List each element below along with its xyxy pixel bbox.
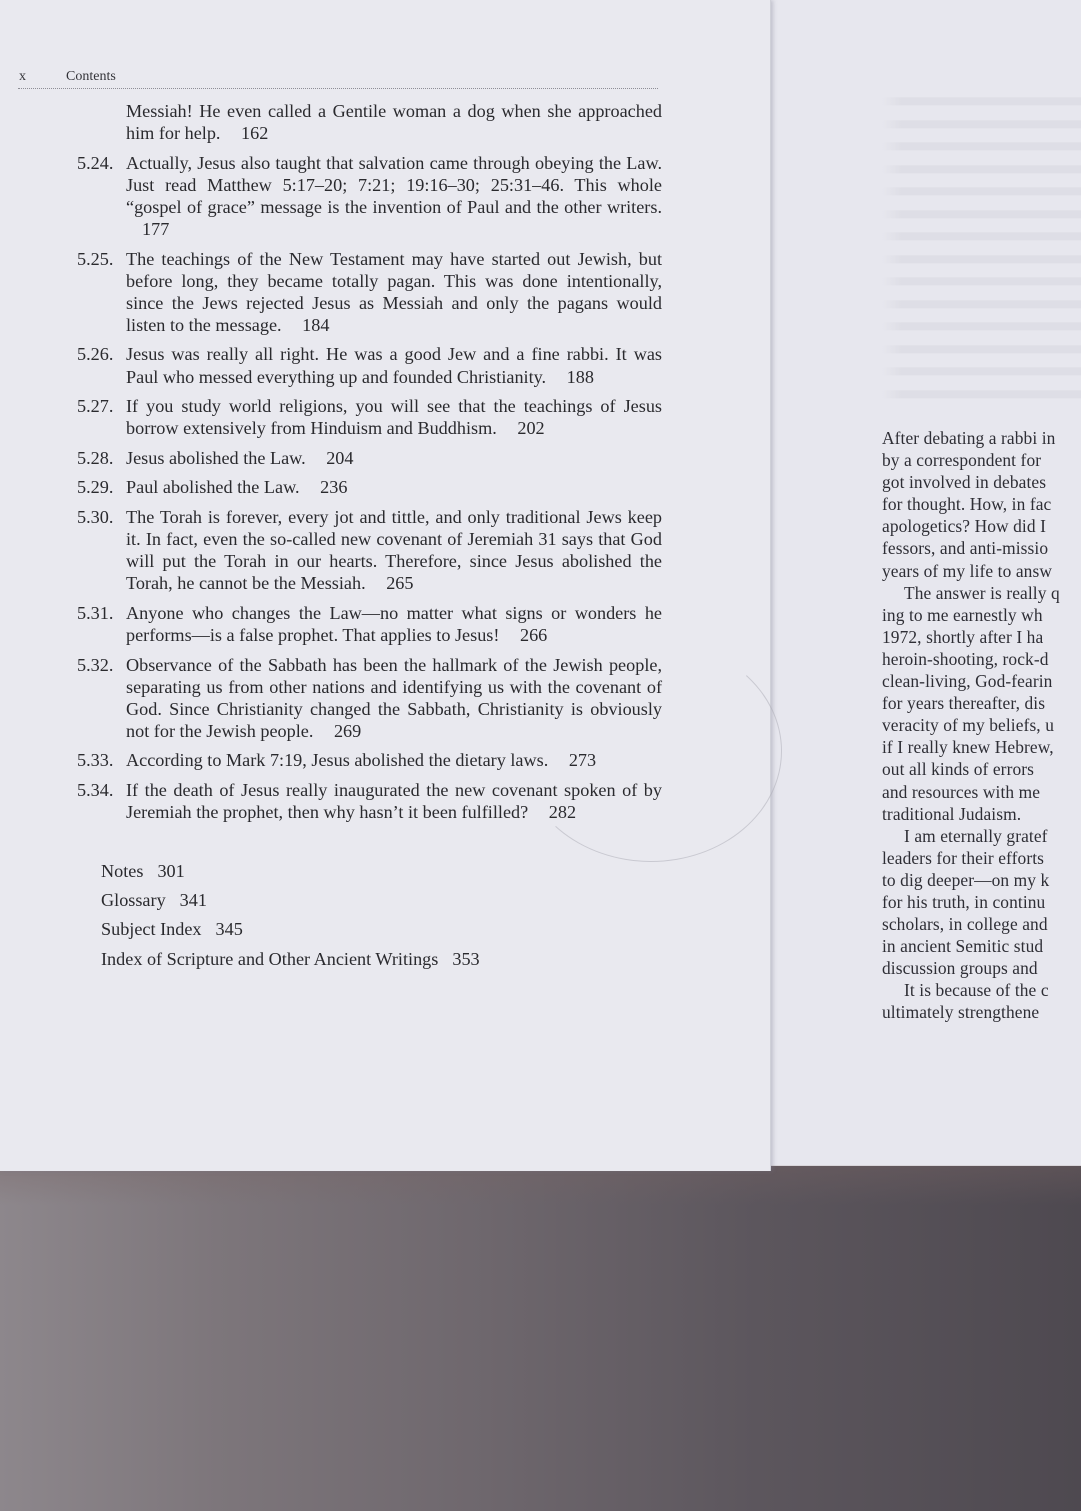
right-page-line: got involved in debates: [882, 472, 1047, 493]
toc-entry-title: If you study world religions, you will see that the teachings of Jesus borrow extensively from Hinduism and Buddhism.: [126, 396, 662, 439]
toc-entry-text: [126, 476, 662, 498]
paper-crease: [520, 640, 782, 862]
toc-entry-text: [126, 602, 662, 646]
toc-entry-title: Anyone who changes the Law—no matter what signs or wonders he performs—is a false prophet. That applies to Jesus!: [126, 602, 662, 645]
toc-entry-number: 5.32.: [77, 654, 114, 675]
right-page-line: ing to me earnestly wh: [882, 604, 1043, 625]
backmatter-label: Index of Scripture and Other Ancient Writings: [101, 948, 439, 969]
toc-entry-page: 184: [302, 314, 330, 335]
right-page-line: veracity of my beliefs, u: [882, 715, 1054, 736]
backmatter-label: Subject Index: [101, 919, 202, 940]
toc-entry-title: The Torah is forever, every jot and tittle, and only traditional Jews keep it. In fact, even the so-called new covenant of Jeremiah 31 says that God will put the Torah in our hearts. Therefore, since Jesus abolished the Torah, he cannot be the Messiah.: [126, 507, 662, 594]
toc-entry-number: 5.24.: [77, 152, 114, 173]
running-head-title: Contents: [66, 69, 116, 84]
toc-entry-number: 5.28.: [77, 447, 114, 468]
right-page-line: heroin-shooting, rock-d: [882, 648, 1049, 669]
toc-entry-page: 177: [142, 218, 170, 239]
right-page-line: After debating a rabbi in: [882, 428, 1056, 448]
toc-entry-title: Messiah! He even called a Gentile woman a dog when she approached him for help.: [126, 101, 662, 144]
right-page-line: clean-living, God-fearin: [882, 671, 1053, 692]
toc-entry-page: 202: [517, 418, 545, 439]
right-page-line: in ancient Semitic stud: [882, 936, 1044, 957]
backmatter-item: [101, 886, 480, 915]
toc-entry: [0, 395, 770, 439]
toc-entry-text: [126, 100, 662, 144]
toc-entry-page: 204: [326, 447, 354, 468]
toc-entry-page: 273: [568, 750, 597, 771]
right-page-line: by a correspondent for: [882, 450, 1042, 471]
backmatter-page: 341: [179, 890, 207, 911]
toc-entry-text: [126, 395, 662, 439]
backmatter-label: Notes: [101, 861, 144, 881]
right-page-line: fessors, and anti-missio: [882, 538, 1049, 559]
right-page-line: discussion groups and: [882, 958, 1038, 979]
toc-entry-page: 266: [519, 624, 548, 645]
toc-entry-title: Jesus abolished the Law.: [126, 447, 306, 468]
toc-entry-title: Observance of the Sabbath has been the hallmark of the Jewish people, separating us from other nations and identifying us with the covenant of God. Since Christianity changed the Sabbath, Christianity is obviously not for the Jewish people.: [126, 654, 662, 741]
toc-entry: [0, 248, 770, 336]
right-page-line: for years thereafter, dis: [882, 693, 1046, 714]
backmatter-item: [101, 857, 480, 886]
toc-entry: [0, 152, 770, 240]
right-page-line: The answer is really q: [904, 582, 1060, 603]
right-page-line: years of my life to answ: [882, 560, 1052, 581]
right-page-bleedthrough: [882, 90, 1081, 405]
right-page-line: I am eternally gratef: [904, 825, 1048, 846]
backmatter-page: 345: [215, 919, 243, 940]
toc-entry: [0, 343, 770, 387]
scanner-background: [0, 1165, 1081, 1511]
toc-entry-number: 5.27.: [77, 396, 114, 417]
right-page-line: apologetics? How did I: [882, 516, 1046, 537]
toc-entry: [0, 506, 770, 594]
running-head: [18, 68, 658, 89]
backmatter-item: [101, 945, 480, 974]
right-page-line: leaders for their efforts: [882, 847, 1045, 868]
toc-entry-title: If the death of Jesus really inaugurated the new covenant spoken of by Jeremiah the prophet, then why hasn’t it been fulfilled?: [126, 780, 662, 823]
right-page-line: scholars, in college and: [882, 914, 1048, 935]
toc-entry-page: 236: [320, 477, 348, 498]
right-page-line: for his truth, in continu: [882, 891, 1046, 912]
toc-entry-page: 188: [566, 366, 594, 387]
backmatter-item: [101, 915, 480, 944]
toc-entry-text: [126, 343, 662, 387]
page-folio: x: [19, 69, 26, 84]
toc-entry-page: 162: [241, 123, 269, 144]
toc-entry: [0, 100, 770, 144]
right-page-line: traditional Judaism.: [882, 803, 1022, 824]
toc-entry-page: 269: [333, 720, 362, 741]
right-page-line: It is because of the c: [904, 980, 1049, 1001]
right-page-line: if I really knew Hebrew,: [882, 737, 1054, 758]
toc-entry-text: [126, 506, 662, 594]
right-page-line: out all kinds of errors: [882, 759, 1035, 780]
toc-entry-text: [126, 447, 662, 469]
toc-entry: [0, 447, 770, 469]
toc-entry-number: 5.29.: [77, 477, 114, 498]
toc-entry-title: According to Mark 7:19, Jesus abolished the dietary laws.: [126, 750, 549, 771]
toc-entry-text: [126, 152, 662, 240]
backmatter-label: Glossary: [101, 890, 166, 911]
right-page-line: and resources with me: [882, 781, 1041, 802]
right-page-line: for thought. How, in fac: [882, 494, 1052, 515]
toc-entry-title: The teachings of the New Testament may have started out Jewish, but before long, they became totally pagan. This was done intentionally, since the Jews rejected Jesus as Messiah and only the pagans would listen to the message.: [126, 248, 662, 335]
toc-entry-number: 5.33.: [77, 750, 114, 771]
right-page-line: to dig deeper—on my k: [882, 869, 1050, 890]
toc-entry-title: Actually, Jesus also taught that salvation came through obeying the Law. Just read Matthew 5:17–20; 7:21; 19:16–30; 25:31–46. This whole “gospel of grace” message is the invention of Paul and the other writers.: [126, 152, 662, 217]
backmatter-list: [101, 857, 480, 974]
toc-entry-number: 5.26.: [77, 344, 114, 365]
toc-entry: [0, 476, 770, 498]
toc-entry-number: 5.34.: [77, 780, 114, 801]
toc-entry-number: 5.31.: [77, 602, 114, 623]
right-page-body-text: [882, 427, 1081, 1024]
backmatter-page: 353: [452, 948, 480, 969]
right-page-line: ultimately strengthene: [882, 1002, 1040, 1023]
toc-entry-page: 282: [548, 802, 577, 823]
toc-entry-page: 265: [386, 573, 414, 594]
toc-entry-number: 5.30.: [77, 507, 114, 527]
toc-entry-title: Jesus was really all right. He was a good Jew and a fine rabbi. It was Paul who messed everything up and founded Christianity.: [126, 344, 662, 387]
backmatter-page: 301: [157, 861, 185, 881]
toc-entry-number: 5.25.: [77, 248, 114, 269]
toc-entry-text: [126, 248, 662, 336]
right-page-line: 1972, shortly after I ha: [882, 626, 1044, 647]
toc-entry-title: Paul abolished the Law.: [126, 477, 300, 498]
